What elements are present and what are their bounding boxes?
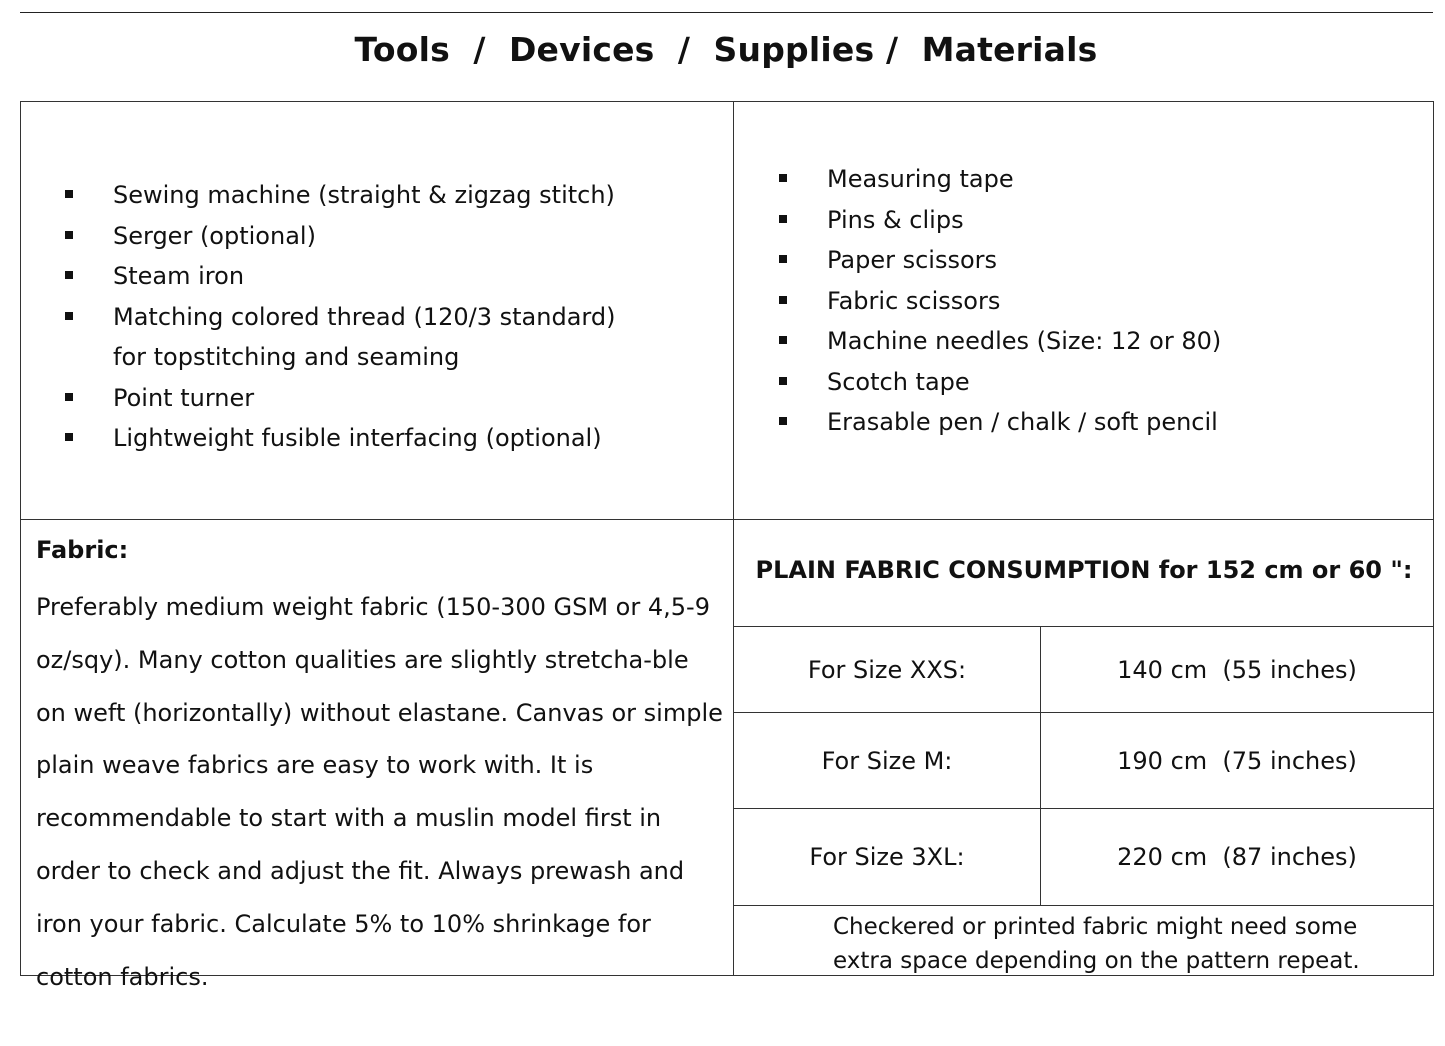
list-item <box>734 362 1432 403</box>
list-item <box>734 240 1432 281</box>
list-item-label: Pins & clips <box>827 205 964 234</box>
square-bullet-icon <box>779 417 787 425</box>
square-bullet-icon <box>65 312 73 320</box>
list-item <box>734 281 1432 322</box>
size-label: For Size 3XL: <box>809 843 965 871</box>
tools-right-cell <box>734 159 1432 443</box>
tools-right-list <box>734 159 1432 443</box>
list-item <box>20 378 733 419</box>
fabric-heading: Fabric: <box>36 536 129 564</box>
fabric-description: Preferably medium weight fabric (150-300 GSM or 4,5-9 oz/sqy). Many cotton qualities are slightly stretcha-ble on weft (horizontally) without elastane. Canvas or simple plain weave fabrics are easy to work with. It is recommendable to start with a muslin model first in order to check and adjust the fit. Always prewash and iron your fabric. Calculate 5% to 10% shrinkage for cotton fabrics. <box>36 593 723 991</box>
square-bullet-icon <box>65 271 73 279</box>
size-value: 220 cm (87 inches) <box>1117 843 1357 871</box>
square-bullet-icon <box>65 393 73 401</box>
square-bullet-icon <box>779 174 787 182</box>
square-bullet-icon <box>779 255 787 263</box>
list-item-label: Measuring tape <box>827 165 1014 193</box>
list-item <box>734 200 1432 241</box>
size-value: 190 cm (75 inches) <box>1117 747 1357 775</box>
size-label: For Size XXS: <box>807 656 967 684</box>
list-item <box>20 418 733 459</box>
square-bullet-icon <box>65 433 73 441</box>
list-item <box>20 256 733 297</box>
list-item-label: Lightweight fusible interfacing (optional) <box>113 424 602 452</box>
list-item-label: Sewing machine (straight & zigzag stitch) <box>113 181 615 209</box>
page-title: Tools / Devices / Supplies / Materials <box>354 30 1098 69</box>
size-row-divider <box>734 808 1433 809</box>
list-item-label: Matching colored thread (120/3 standard) <box>113 302 616 331</box>
list-item-label: Erasable pen / chalk / soft pencil <box>827 408 1218 436</box>
list-item <box>20 216 733 257</box>
list-item <box>734 402 1432 443</box>
consumption-note: Checkered or printed fabric might need some extra space depending on the pattern repeat. <box>833 914 1360 974</box>
square-bullet-icon <box>65 231 73 239</box>
square-bullet-icon <box>779 336 787 344</box>
tools-left-cell <box>20 175 733 459</box>
list-item-label: Scotch tape <box>827 367 970 396</box>
list-item-label: Point turner <box>113 383 255 412</box>
list-item-label: Steam iron <box>113 262 245 290</box>
square-bullet-icon <box>779 296 787 304</box>
list-item-label: Machine needles (Size: 12 or 80) <box>827 327 1222 355</box>
square-bullet-icon <box>779 377 787 385</box>
row-divider <box>20 519 1433 520</box>
list-item-label: Fabric scissors <box>827 286 1001 315</box>
list-item-label: for topstitching and seaming <box>113 343 460 371</box>
consumption-title-divider <box>734 626 1433 627</box>
top-rule <box>20 12 1433 13</box>
size-row-divider <box>734 712 1433 713</box>
size-value: 140 cm (55 inches) <box>1117 656 1357 684</box>
list-item <box>734 159 1432 200</box>
tools-left-list <box>20 175 733 459</box>
list-item-label: Paper scissors <box>827 246 998 274</box>
square-bullet-icon <box>779 215 787 223</box>
consumption-title: PLAIN FABRIC CONSUMPTION for 152 cm or 60 ": <box>755 556 1413 584</box>
list-item <box>20 297 733 378</box>
list-item <box>20 175 733 216</box>
size-row-divider <box>734 905 1433 906</box>
list-item-label: Serger (optional) <box>113 221 316 250</box>
square-bullet-icon <box>65 190 73 198</box>
size-label: For Size M: <box>821 747 953 775</box>
list-item <box>734 321 1432 362</box>
